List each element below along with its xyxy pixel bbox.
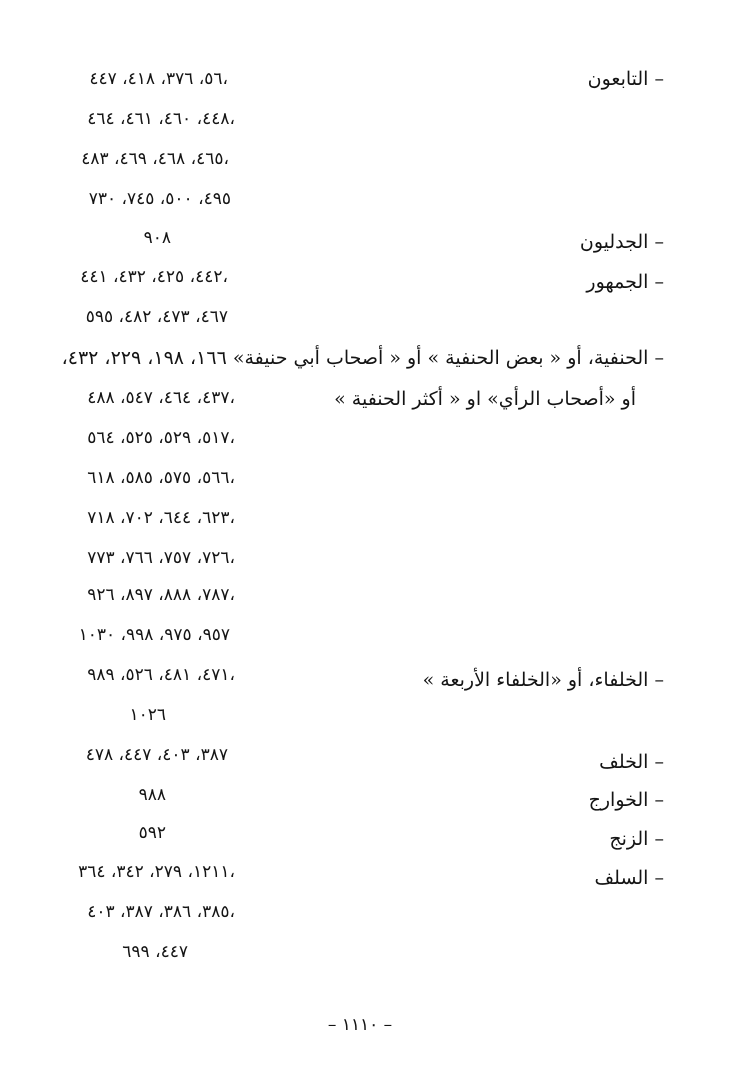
page-refs-line: ٥٩٢ bbox=[138, 823, 166, 843]
page-refs-line: ٩٥٧، ٩٧٥، ٩٩٨، ١٠٣٠ bbox=[78, 625, 230, 645]
index-term-jadaliyun: – الجدليون bbox=[579, 231, 664, 253]
page-refs-line: ٣٨٧، ٤٠٣، ٤٤٧، ٤٧٨ bbox=[85, 745, 228, 765]
index-term-jumhur: – الجمهور bbox=[586, 271, 664, 293]
index-term-tabiun: – التابعون bbox=[587, 68, 664, 90]
index-term-khalaf: – الخلف bbox=[599, 751, 664, 773]
index-term-hanafiyya: – الحنفية، أو « بعض الحنفية » أو « أصحاب أبي حنيفة» ١٦٦، ١٩٨، ٢٢٩، ٤٣٢، bbox=[61, 347, 664, 369]
index-term-salaf: – السلف bbox=[594, 867, 664, 889]
page-refs-line: ٤٦٥، ٤٦٨، ٤٦٩، ٤٨٣، bbox=[81, 149, 229, 169]
page-refs-line: ٤٤٨، ٤٦٠، ٤٦١، ٤٦٤، bbox=[87, 109, 235, 129]
page-refs-line: ٤٣٧، ٤٦٤، ٥٤٧، ٤٨٨، bbox=[87, 388, 235, 408]
page-refs-line: ١٠٢٦ bbox=[129, 705, 166, 725]
page-refs-line: ٤٩٥، ٥٠٠، ٧٤٥، ٧٣٠ bbox=[88, 189, 231, 209]
page-refs-line: ٣٨٥، ٣٨٦، ٣٨٧، ٤٠٣، bbox=[87, 902, 235, 922]
page-refs-line: ٥٦، ٣٧٦، ٤١٨، ٤٤٧، bbox=[89, 69, 228, 89]
page-refs-line: ٤٦٧، ٤٧٣، ٤٨٢، ٥٩٥ bbox=[85, 307, 228, 327]
page-number: – ١١١٠ – bbox=[327, 1015, 393, 1035]
page-refs-line: ٤٤٢، ٤٢٥، ٤٣٢، ٤٤١، bbox=[80, 267, 228, 287]
page-refs-line: ٤٤٧، ٦٩٩ bbox=[122, 942, 188, 962]
page-refs-line: ٥١٧، ٥٢٩، ٥٢٥، ٥٦٤، bbox=[87, 428, 235, 448]
page-refs-line: ٦٢٣، ٦٤٤، ٧٠٢، ٧١٨، bbox=[87, 508, 235, 528]
page-refs-line: ١٢١١، ٢٧٩، ٣٤٢، ٣٦٤، bbox=[78, 862, 235, 882]
page-refs-line: ٤٧١، ٤٨١، ٥٢٦، ٩٨٩، bbox=[87, 665, 235, 685]
index-term-khawarij: – الخوارج bbox=[588, 789, 664, 811]
page-refs-line: ٩٨٨ bbox=[138, 785, 166, 805]
page-refs-line: ٩٠٨ bbox=[143, 228, 171, 248]
page-refs-line: ٧٢٦، ٧٥٧، ٧٦٦، ٧٧٣، bbox=[87, 548, 235, 568]
page-refs-line: ٧٨٧، ٨٨٨، ٨٩٧، ٩٢٦، bbox=[87, 585, 235, 605]
page-refs-line: ٥٦٦، ٥٧٥، ٥٨٥، ٦١٨، bbox=[87, 468, 235, 488]
index-term-khulafa: – الخلفاء، أو «الخلفاء الأربعة » bbox=[422, 669, 664, 691]
index-term-zanj: – الزنج bbox=[609, 828, 664, 850]
index-term-hanafiyya-cont: أو «أصحاب الرأي» او « أكثر الحنفية » bbox=[334, 388, 636, 410]
